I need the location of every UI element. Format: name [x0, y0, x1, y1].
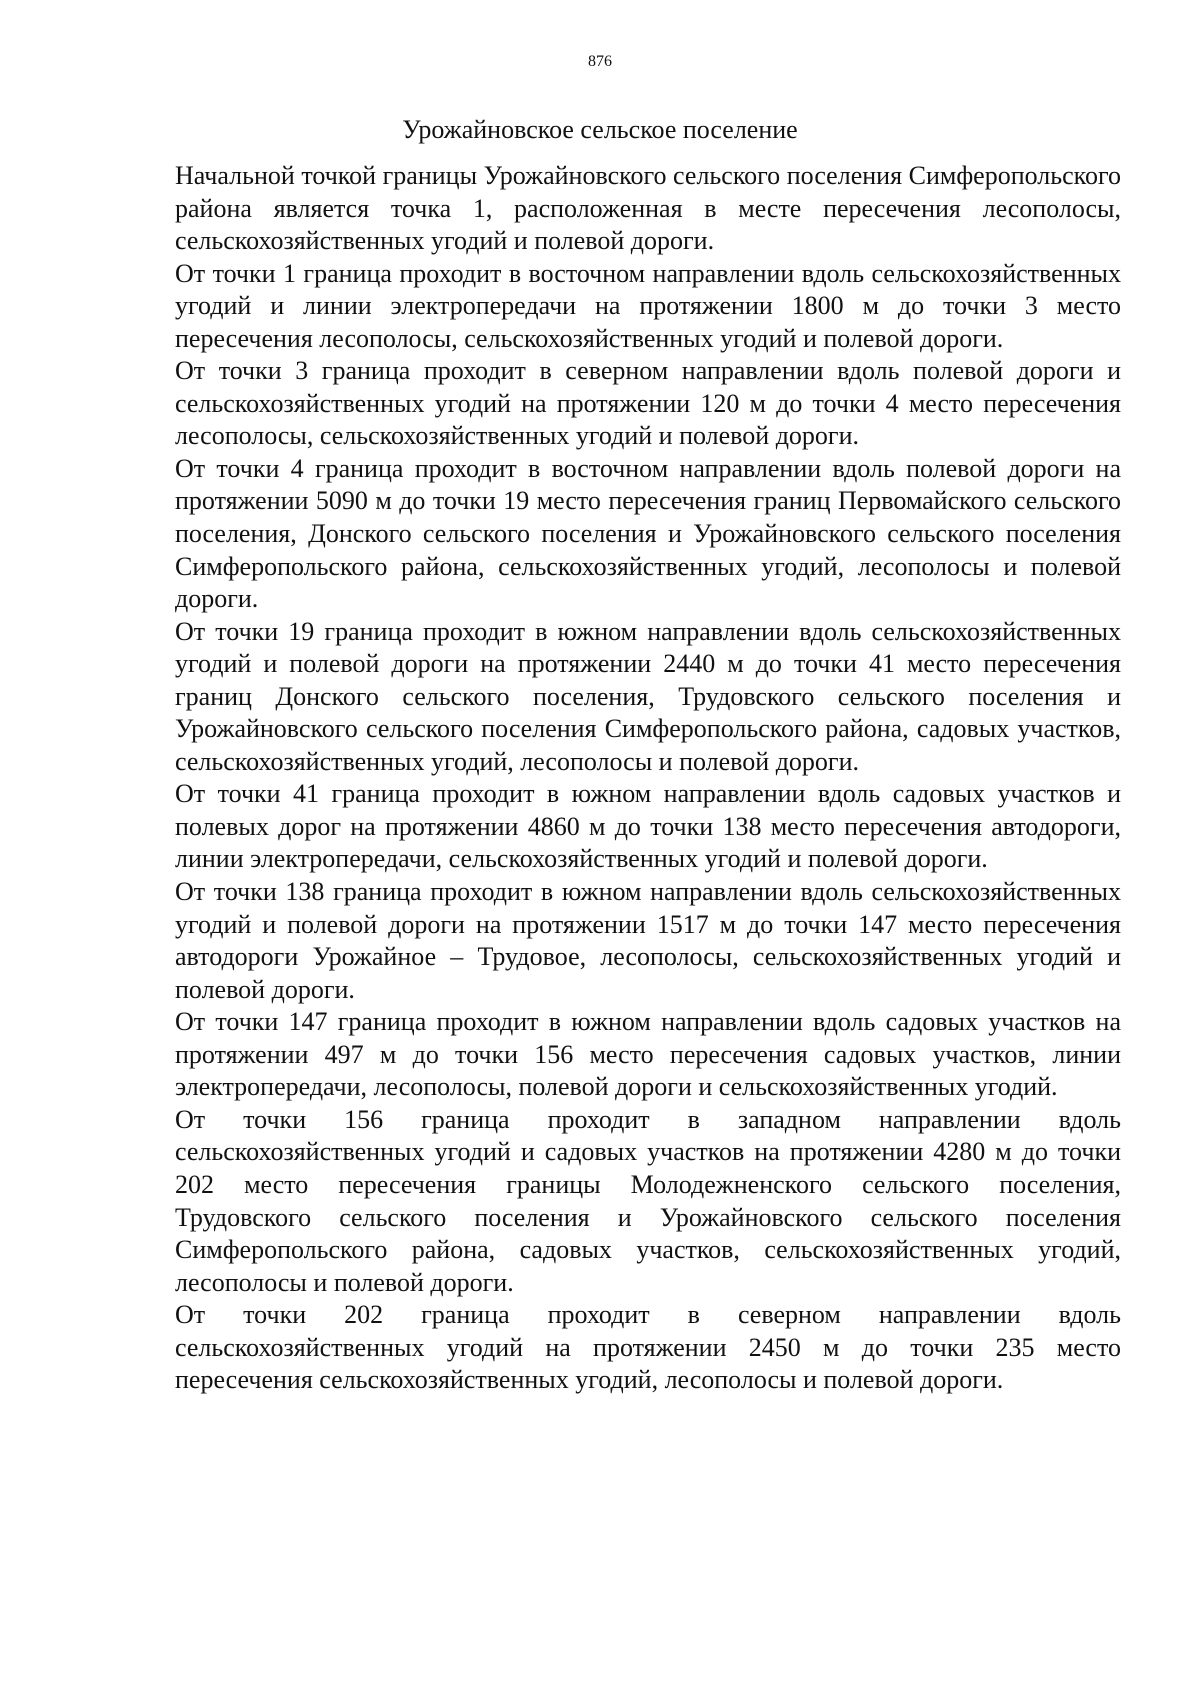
paragraph: От точки 3 граница проходит в северном направлении вдоль полевой дороги и сельскохозяйственных угодий на протяжении 120 м до точки 4 место пересечения лесополосы, сельскохозяйственных угодий и полевой дороги.	[175, 356, 1121, 451]
paragraph: От точки 202 граница проходит в северном направлении вдоль сельскохозяйственных угодий на протяжении 2450 м до точки 235 место пересечения сельскохозяйственных угодий, лесополосы и полевой дороги.	[175, 1300, 1121, 1395]
paragraph: От точки 156 граница проходит в западном направлении вдоль сельскохозяйственных угодий и садовых участков на протяжении 4280 м до точки 202 место пересечения границы Молодежненского сельского поселения, Трудовского сельского поселения и Урожайновского сельского поселения Симферопольского района, садовых участков, сельскохозяйственных угодий, лесополосы и полевой дороги.	[175, 1104, 1121, 1297]
page-number: 876	[588, 53, 612, 70]
paragraph: От точки 4 граница проходит в восточном направлении вдоль полевой дороги на протяжении 5090 м до точки 19 место пересечения границ Первомайского сельского поселения, Донского сельского поселения и Урожайновского сельского поселения Симферопольского района, сельскохозяйственных угодий, лесополосы и полевой дороги.	[175, 453, 1121, 614]
page-title: Урожайновское сельское поселение	[402, 115, 798, 144]
paragraph: От точки 1 граница проходит в восточном направлении вдоль сельскохозяйственных угодий и линии электропередачи на протяжении 1800 м до точки 3 место пересечения лесополосы, сельскохозяйственных угодий и полевой дороги.	[175, 258, 1121, 353]
paragraph: От точки 147 граница проходит в южном направлении вдоль садовых участков на протяжении 497 м до точки 156 место пересечения садовых участков, линии электропередачи, лесополосы, полевой дороги и сельскохозяйственных угодий.	[175, 1007, 1121, 1102]
paragraph: От точки 19 граница проходит в южном направлении вдоль сельскохозяйственных угодий и полевой дороги на протяжении 2440 м до точки 41 место пересечения границ Донского сельского поселения, Трудовского сельского поселения и Урожайновского сельского поселения Симферопольского района, садовых участков, сельскохозяйственных угодий, лесополосы и полевой дороги.	[175, 616, 1121, 776]
document-body	[175, 160, 1121, 1397]
paragraph: От точки 41 граница проходит в южном направлении вдоль садовых участков и полевых дорог на протяжении 4860 м до точки 138 место пересечения автодороги, линии электропередачи, сельскохозяйственных угодий и полевой дороги.	[175, 779, 1121, 874]
paragraph: Начальной точкой границы Урожайновского сельского поселения Симферопольского района является точка 1, расположенная в месте пересечения лесополосы, сельскохозяйственных угодий и полевой дороги.	[175, 161, 1121, 256]
paragraph: От точки 138 граница проходит в южном направлении вдоль сельскохозяйственных угодий и полевой дороги на протяжении 1517 м до точки 147 место пересечения автодороги Урожайное – Трудовое, лесополосы, сельскохозяйственных угодий и полевой дороги.	[175, 877, 1121, 1004]
